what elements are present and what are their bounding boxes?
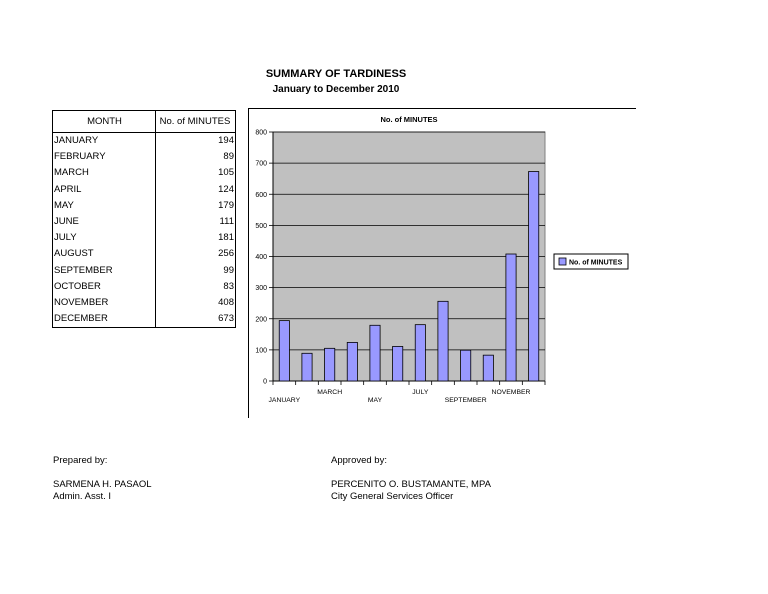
bar xyxy=(506,254,516,381)
month-cell: AUGUST xyxy=(54,248,94,260)
month-cell: APRIL xyxy=(54,183,82,195)
legend-swatch xyxy=(559,258,566,265)
month-cell: JANUARY xyxy=(54,135,99,147)
x-tick-label: MARCH xyxy=(317,389,343,396)
table-row xyxy=(53,149,236,165)
prepared-by-name: SARMENA H. PASAOL xyxy=(53,479,152,490)
table-row xyxy=(53,311,236,328)
legend-label: No. of MINUTES xyxy=(569,259,623,267)
y-tick-label: 800 xyxy=(255,129,267,137)
bar xyxy=(529,172,539,381)
month-cell: MAY xyxy=(54,199,74,211)
column-header-minutes: No. of MINUTES xyxy=(156,111,236,133)
bar xyxy=(483,355,493,381)
bar xyxy=(461,350,471,381)
month-cell: NOVEMBER xyxy=(54,296,109,308)
bar-chart xyxy=(249,109,636,417)
table-row xyxy=(53,279,236,295)
table-row xyxy=(53,230,236,246)
bar xyxy=(302,353,312,381)
table-row xyxy=(53,263,236,279)
minutes-cell: 124 xyxy=(156,182,236,198)
table-row xyxy=(53,198,236,214)
minutes-cell: 105 xyxy=(156,165,236,181)
month-cell: SEPTEMBER xyxy=(54,264,113,276)
table-row xyxy=(53,165,236,181)
y-tick-label: 700 xyxy=(255,160,267,168)
page-subtitle: January to December 2010 xyxy=(272,84,400,95)
minutes-cell: 89 xyxy=(156,149,236,165)
x-tick-label: NOVEMBER xyxy=(491,389,531,396)
month-cell: JULY xyxy=(54,232,77,244)
x-tick-label: JULY xyxy=(412,389,429,396)
bar xyxy=(438,301,448,381)
minutes-cell: 256 xyxy=(156,246,236,262)
bar xyxy=(370,325,380,381)
table-header-row xyxy=(53,111,236,133)
minutes-cell: 194 xyxy=(156,133,236,150)
approved-by-position: City General Services Officer xyxy=(331,491,454,502)
x-tick-label: JANUARY xyxy=(268,397,301,404)
page-title: SUMMARY OF TARDINESS xyxy=(265,68,407,80)
y-tick-label: 600 xyxy=(255,191,267,199)
column-header-month: MONTH xyxy=(53,111,156,133)
month-cell: JUNE xyxy=(54,216,79,228)
minutes-cell: 408 xyxy=(156,295,236,311)
minutes-cell: 179 xyxy=(156,198,236,214)
minutes-cell: 181 xyxy=(156,230,236,246)
month-cell: FEBRUARY xyxy=(54,151,106,163)
minutes-cell: 673 xyxy=(156,311,236,328)
table-row xyxy=(53,133,236,150)
y-tick-label: 200 xyxy=(255,316,267,324)
bar xyxy=(415,325,425,381)
bar xyxy=(393,346,403,381)
table-row xyxy=(53,182,236,198)
minutes-cell: 83 xyxy=(156,279,236,295)
table-row xyxy=(53,246,236,262)
prepared-by-label: Prepared by: xyxy=(53,455,108,466)
bar xyxy=(347,342,357,381)
approved-by-label: Approved by: xyxy=(331,455,387,466)
tardiness-table xyxy=(52,110,236,328)
y-tick-label: 400 xyxy=(255,254,267,261)
bar xyxy=(325,348,335,381)
minutes-cell: 99 xyxy=(156,263,236,279)
prepared-by-position: Admin. Asst. I xyxy=(53,491,112,502)
minutes-cell: 111 xyxy=(156,214,236,230)
month-cell: MARCH xyxy=(54,167,89,179)
y-tick-label: 500 xyxy=(255,222,267,230)
bar xyxy=(279,321,289,381)
approved-by-name: PERCENITO O. BUSTAMANTE, MPA xyxy=(331,479,491,490)
x-tick-label: MAY xyxy=(367,397,383,404)
y-tick-label: 100 xyxy=(255,347,267,355)
month-cell: DECEMBER xyxy=(54,313,108,325)
chart-title: No. of MINUTES xyxy=(380,115,438,124)
y-tick-label: 300 xyxy=(255,285,267,293)
table-row xyxy=(53,295,236,311)
x-tick-label: SEPTEMBER xyxy=(444,397,487,404)
y-tick-label: 0 xyxy=(263,378,267,386)
month-cell: OCTOBER xyxy=(54,280,101,292)
table-row xyxy=(53,214,236,230)
